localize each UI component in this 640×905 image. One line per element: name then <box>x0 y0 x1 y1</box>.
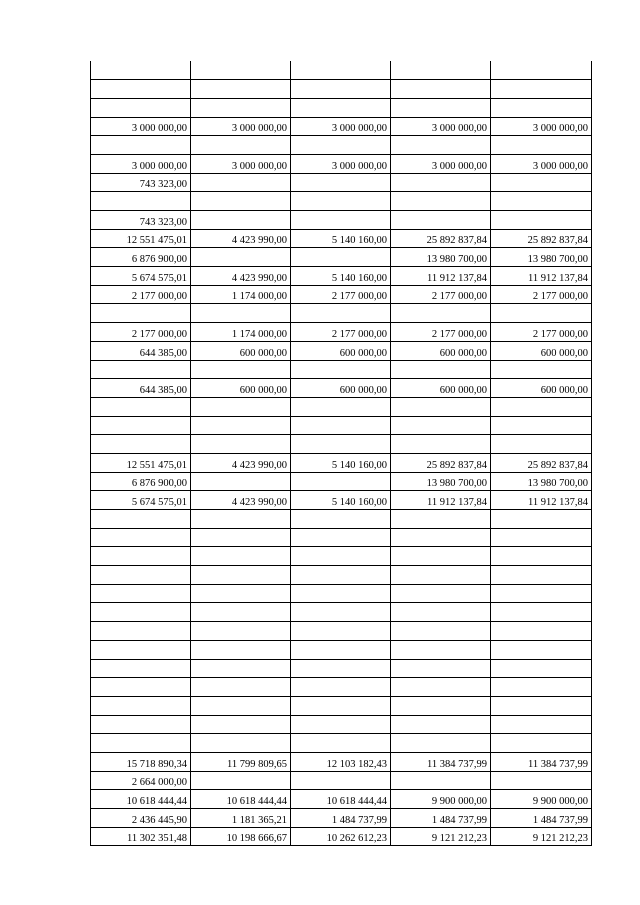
table-cell <box>391 304 491 323</box>
table-row <box>91 248 592 267</box>
table-cell <box>91 696 191 715</box>
table-cell <box>191 696 291 715</box>
table-cell <box>491 584 592 603</box>
table-row <box>91 173 592 192</box>
table-cell <box>291 98 391 117</box>
table-cell: 1 174 000,00 <box>191 323 291 342</box>
table-cell <box>391 211 491 230</box>
table-row <box>91 715 592 734</box>
table-cell <box>291 566 391 585</box>
table-cell <box>91 61 191 80</box>
table-cell <box>391 771 491 790</box>
table-cell <box>191 211 291 230</box>
table-cell <box>491 715 592 734</box>
table-cell <box>391 435 491 454</box>
table-row <box>91 267 592 286</box>
table-cell: 3 000 000,00 <box>291 117 391 136</box>
table-row <box>91 379 592 398</box>
table-cell <box>491 397 592 416</box>
table-cell <box>191 80 291 99</box>
table-cell <box>491 566 592 585</box>
table-cell <box>191 734 291 753</box>
table-cell <box>291 584 391 603</box>
table-cell <box>191 416 291 435</box>
table-cell <box>291 678 391 697</box>
table-cell <box>191 510 291 529</box>
table-row <box>91 640 592 659</box>
table-cell: 2 177 000,00 <box>391 285 491 304</box>
table-cell <box>91 566 191 585</box>
table-row <box>91 547 592 566</box>
table-cell: 3 000 000,00 <box>91 117 191 136</box>
table-cell <box>191 678 291 697</box>
table-cell: 743 323,00 <box>91 173 191 192</box>
table-cell <box>491 98 592 117</box>
table-cell <box>191 192 291 211</box>
table-cell: 6 876 900,00 <box>91 248 191 267</box>
table-row <box>91 453 592 472</box>
table-row <box>91 622 592 641</box>
table-cell <box>491 192 592 211</box>
table-cell <box>91 98 191 117</box>
table-cell: 2 177 000,00 <box>491 285 592 304</box>
table-cell: 9 121 212,23 <box>491 827 592 846</box>
table-cell <box>291 659 391 678</box>
table-cell: 25 892 837,84 <box>491 453 592 472</box>
table-cell <box>91 622 191 641</box>
table-cell <box>91 192 191 211</box>
table-cell: 2 177 000,00 <box>291 285 391 304</box>
table-row <box>91 136 592 155</box>
table-cell <box>391 61 491 80</box>
table-cell: 12 551 475,01 <box>91 453 191 472</box>
table-row <box>91 211 592 230</box>
table-cell <box>491 435 592 454</box>
table-cell: 600 000,00 <box>491 379 592 398</box>
table-cell: 10 618 444,44 <box>291 790 391 809</box>
table-cell: 1 174 000,00 <box>191 285 291 304</box>
table-cell: 11 799 809,65 <box>191 752 291 771</box>
table-cell: 9 900 000,00 <box>391 790 491 809</box>
table-cell <box>191 173 291 192</box>
table-cell <box>391 603 491 622</box>
table-cell <box>491 603 592 622</box>
table-cell <box>291 304 391 323</box>
table-row <box>91 790 592 809</box>
table-cell <box>391 584 491 603</box>
table-cell <box>291 603 391 622</box>
table-cell: 12 103 182,43 <box>291 752 391 771</box>
table-row <box>91 659 592 678</box>
table-cell <box>291 397 391 416</box>
table-cell: 4 423 990,00 <box>191 491 291 510</box>
table-cell: 13 980 700,00 <box>391 472 491 491</box>
table-cell <box>491 136 592 155</box>
table-cell <box>191 547 291 566</box>
table-cell <box>491 360 592 379</box>
table-cell <box>391 80 491 99</box>
table-cell <box>291 510 391 529</box>
table-cell <box>91 659 191 678</box>
table-cell: 600 000,00 <box>191 379 291 398</box>
table-cell <box>391 528 491 547</box>
table-cell <box>291 640 391 659</box>
table-cell: 1 181 365,21 <box>191 809 291 828</box>
table-cell <box>291 435 391 454</box>
table-row <box>91 809 592 828</box>
table-cell <box>491 678 592 697</box>
table-cell <box>191 715 291 734</box>
table-cell: 11 384 737,99 <box>391 752 491 771</box>
table-cell <box>391 416 491 435</box>
table-cell: 11 912 137,84 <box>491 267 592 286</box>
table-row <box>91 397 592 416</box>
table-cell: 25 892 837,84 <box>391 453 491 472</box>
table-cell <box>391 715 491 734</box>
table-cell <box>291 622 391 641</box>
table-cell <box>391 566 491 585</box>
table-row <box>91 98 592 117</box>
table-row <box>91 752 592 771</box>
table-cell <box>191 584 291 603</box>
table-cell: 2 177 000,00 <box>91 323 191 342</box>
table-cell: 3 000 000,00 <box>491 117 592 136</box>
table-row <box>91 80 592 99</box>
table-cell <box>191 528 291 547</box>
table-cell: 1 484 737,99 <box>391 809 491 828</box>
table-cell <box>191 566 291 585</box>
table-cell: 1 484 737,99 <box>491 809 592 828</box>
table-cell: 3 000 000,00 <box>91 154 191 173</box>
table-row <box>91 771 592 790</box>
table-cell: 11 912 137,84 <box>491 491 592 510</box>
table-cell <box>391 510 491 529</box>
table-cell <box>391 696 491 715</box>
table-cell <box>91 640 191 659</box>
table-row <box>91 528 592 547</box>
table-cell <box>291 696 391 715</box>
table-cell <box>491 416 592 435</box>
table-cell <box>491 696 592 715</box>
table-cell: 10 198 666,67 <box>191 827 291 846</box>
table-cell <box>291 192 391 211</box>
table-row <box>91 154 592 173</box>
table-cell: 2 177 000,00 <box>391 323 491 342</box>
table-row <box>91 566 592 585</box>
table-cell <box>291 715 391 734</box>
table-row <box>91 435 592 454</box>
table-cell <box>491 734 592 753</box>
table-cell <box>291 136 391 155</box>
table-row <box>91 584 592 603</box>
table-cell <box>391 622 491 641</box>
table-cell: 11 302 351,48 <box>91 827 191 846</box>
table-cell: 6 876 900,00 <box>91 472 191 491</box>
table-cell <box>91 304 191 323</box>
table-row <box>91 117 592 136</box>
table-cell <box>391 173 491 192</box>
table-cell <box>191 472 291 491</box>
table-body <box>91 61 592 846</box>
table-cell <box>191 360 291 379</box>
table-cell: 13 980 700,00 <box>391 248 491 267</box>
table-cell <box>291 771 391 790</box>
table-cell <box>191 248 291 267</box>
table-cell: 2 177 000,00 <box>91 285 191 304</box>
table-cell <box>391 734 491 753</box>
table-cell <box>191 603 291 622</box>
table-cell <box>191 659 291 678</box>
table-cell <box>191 771 291 790</box>
table-cell <box>291 61 391 80</box>
table-cell <box>491 80 592 99</box>
table-row <box>91 285 592 304</box>
table-cell <box>391 397 491 416</box>
table-cell <box>91 416 191 435</box>
table-cell <box>491 173 592 192</box>
table-cell <box>491 61 592 80</box>
table-row <box>91 734 592 753</box>
table-cell <box>291 80 391 99</box>
table-cell <box>91 360 191 379</box>
table-cell <box>291 416 391 435</box>
table-cell <box>391 640 491 659</box>
table-cell: 5 140 160,00 <box>291 267 391 286</box>
table-cell <box>291 547 391 566</box>
table-cell: 10 262 612,23 <box>291 827 391 846</box>
table-cell: 600 000,00 <box>291 379 391 398</box>
table-cell <box>91 547 191 566</box>
table-cell <box>491 510 592 529</box>
table-cell <box>191 98 291 117</box>
table-cell: 5 674 575,01 <box>91 491 191 510</box>
table-cell: 1 484 737,99 <box>291 809 391 828</box>
table-cell <box>191 61 291 80</box>
table-cell <box>191 304 291 323</box>
table-cell: 12 551 475,01 <box>91 229 191 248</box>
table-cell: 3 000 000,00 <box>391 117 491 136</box>
table-cell: 3 000 000,00 <box>191 117 291 136</box>
table-cell <box>391 98 491 117</box>
table-cell <box>391 547 491 566</box>
table-cell <box>91 584 191 603</box>
table-cell: 15 718 890,34 <box>91 752 191 771</box>
table-cell: 5 140 160,00 <box>291 453 391 472</box>
table-cell <box>191 640 291 659</box>
table-cell: 3 000 000,00 <box>191 154 291 173</box>
table-cell <box>91 603 191 622</box>
table-row <box>91 678 592 697</box>
table-cell <box>91 678 191 697</box>
table-cell <box>291 360 391 379</box>
table-cell: 644 385,00 <box>91 341 191 360</box>
table-cell: 9 121 212,23 <box>391 827 491 846</box>
table-cell <box>491 528 592 547</box>
table-cell <box>491 547 592 566</box>
table-cell <box>491 771 592 790</box>
table-cell <box>191 622 291 641</box>
table-cell: 5 674 575,01 <box>91 267 191 286</box>
table-row <box>91 603 592 622</box>
table-cell: 4 423 990,00 <box>191 267 291 286</box>
table-cell: 11 384 737,99 <box>491 752 592 771</box>
table-cell: 600 000,00 <box>491 341 592 360</box>
table-cell: 10 618 444,44 <box>191 790 291 809</box>
table-cell <box>491 640 592 659</box>
table-row <box>91 304 592 323</box>
table-row <box>91 491 592 510</box>
table-row <box>91 827 592 846</box>
table-cell: 600 000,00 <box>391 341 491 360</box>
table-row <box>91 472 592 491</box>
table-row <box>91 416 592 435</box>
table-cell <box>291 248 391 267</box>
table-cell: 25 892 837,84 <box>491 229 592 248</box>
table-cell <box>91 136 191 155</box>
table-cell <box>291 472 391 491</box>
table-cell: 3 000 000,00 <box>291 154 391 173</box>
table-row <box>91 360 592 379</box>
table-cell: 5 140 160,00 <box>291 229 391 248</box>
table-cell: 2 436 445,90 <box>91 809 191 828</box>
table-cell <box>491 622 592 641</box>
table-cell <box>391 678 491 697</box>
table-cell: 10 618 444,44 <box>91 790 191 809</box>
table-cell <box>491 659 592 678</box>
table-cell <box>291 528 391 547</box>
table-cell <box>291 211 391 230</box>
table-cell: 5 140 160,00 <box>291 491 391 510</box>
table-cell: 13 980 700,00 <box>491 472 592 491</box>
table-cell: 2 664 000,00 <box>91 771 191 790</box>
table-cell: 9 900 000,00 <box>491 790 592 809</box>
table-cell: 600 000,00 <box>391 379 491 398</box>
table-row <box>91 192 592 211</box>
table-row <box>91 510 592 529</box>
table-row <box>91 61 592 80</box>
table-cell: 600 000,00 <box>291 341 391 360</box>
table-cell <box>391 360 491 379</box>
table-cell <box>191 136 291 155</box>
table-cell: 743 323,00 <box>91 211 191 230</box>
table-cell <box>491 211 592 230</box>
table-cell <box>391 192 491 211</box>
table-cell: 3 000 000,00 <box>491 154 592 173</box>
table-cell <box>91 715 191 734</box>
table-row <box>91 341 592 360</box>
table-cell: 600 000,00 <box>191 341 291 360</box>
table-cell <box>191 435 291 454</box>
table-cell <box>191 397 291 416</box>
table-cell <box>91 528 191 547</box>
table-cell: 13 980 700,00 <box>491 248 592 267</box>
table-cell <box>91 80 191 99</box>
table-cell <box>391 659 491 678</box>
table-cell: 2 177 000,00 <box>491 323 592 342</box>
table-row <box>91 229 592 248</box>
table-cell: 11 912 137,84 <box>391 267 491 286</box>
table-cell <box>91 734 191 753</box>
table-cell: 644 385,00 <box>91 379 191 398</box>
table-row <box>91 696 592 715</box>
table-cell: 4 423 990,00 <box>191 453 291 472</box>
table-row <box>91 323 592 342</box>
table-cell <box>491 304 592 323</box>
table-cell <box>91 510 191 529</box>
table-cell <box>91 397 191 416</box>
table-cell <box>291 173 391 192</box>
table-cell: 4 423 990,00 <box>191 229 291 248</box>
table-cell: 2 177 000,00 <box>291 323 391 342</box>
table-cell <box>391 136 491 155</box>
table-cell: 3 000 000,00 <box>391 154 491 173</box>
financial-data-table <box>90 61 592 846</box>
table-cell <box>291 734 391 753</box>
table-cell: 25 892 837,84 <box>391 229 491 248</box>
table-cell <box>91 435 191 454</box>
table-cell: 11 912 137,84 <box>391 491 491 510</box>
